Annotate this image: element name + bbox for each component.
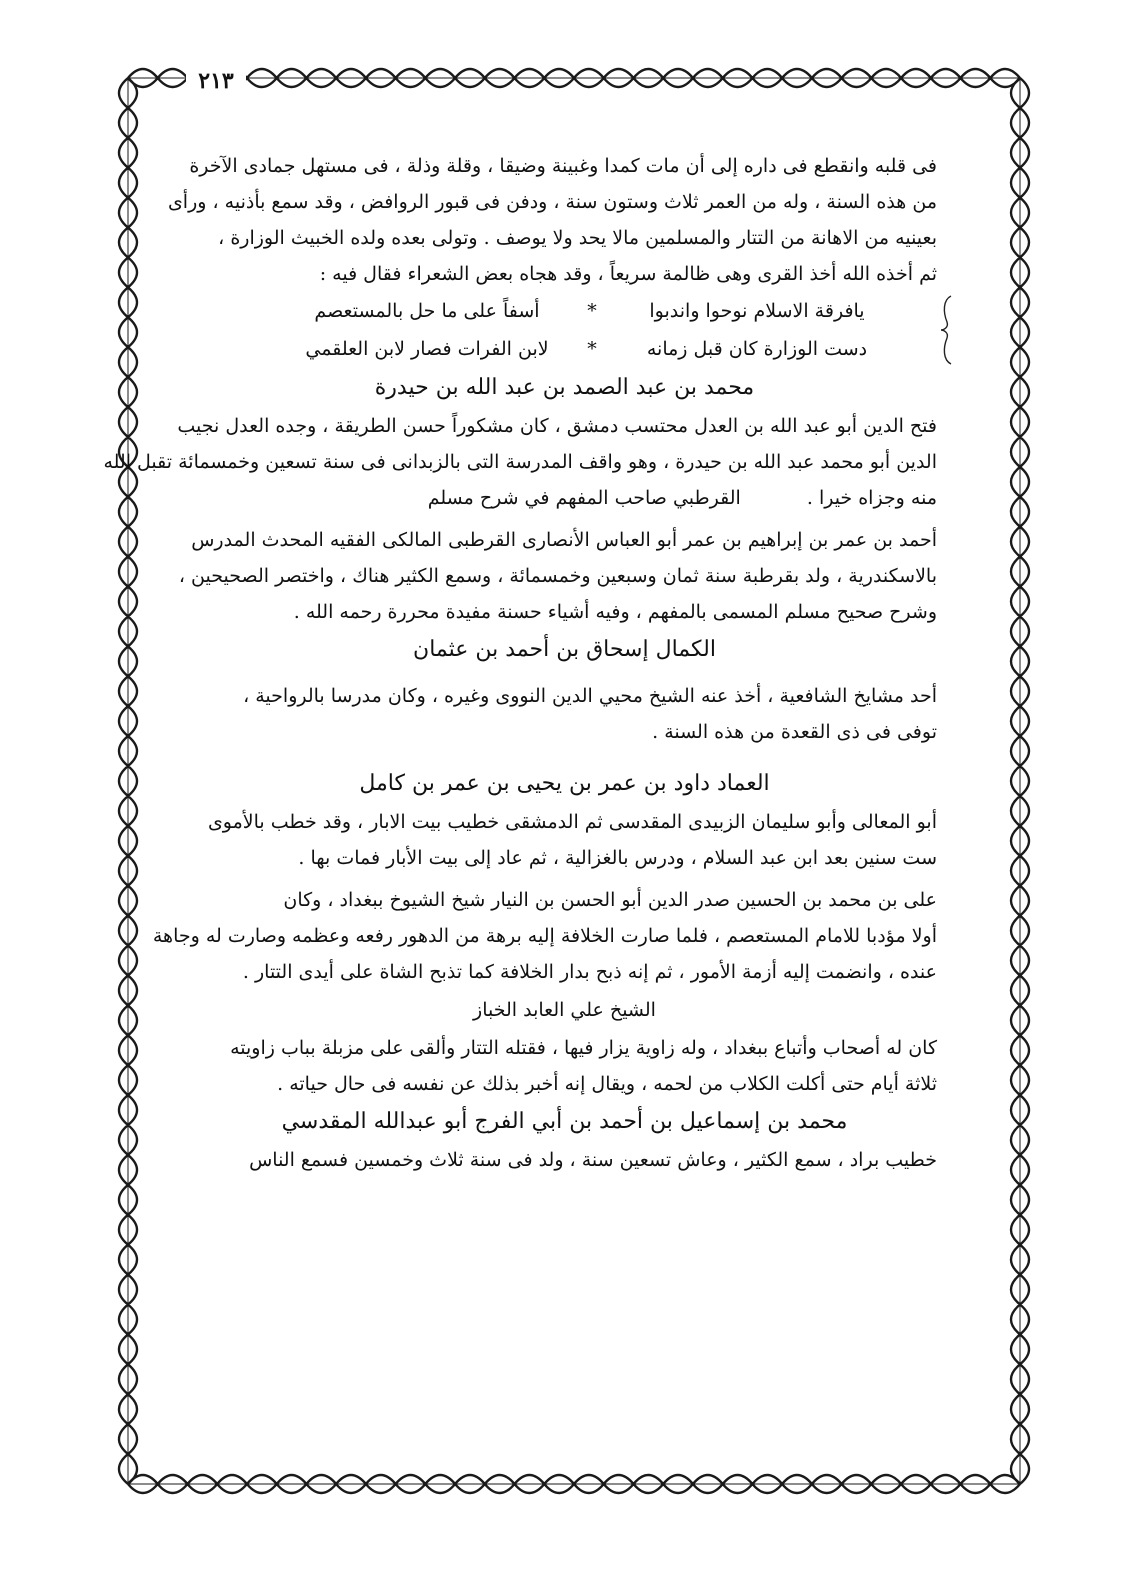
entry-body	[152, 882, 937, 990]
poem-verse	[192, 292, 937, 330]
text-line: خطيب براد ، سمع الكثير ، وعاش تسعين سنة ، ولد فى سنة ثلاث وخمسين فسمع الناس	[249, 1149, 937, 1171]
text-line: عنده ، وانضمت إليه أزمة الأمور ، ثم إنه ذبح بدار الخلافة كما تذبح الشاة على أيدى التتار .	[242, 961, 937, 983]
entry-body	[103, 408, 937, 516]
rope-strand	[119, 78, 128, 1484]
rope-strand	[1020, 78, 1029, 1484]
text-line: أحمد بن عمر بن إبراهيم بن عمر أبو العباس الأنصارى القرطبى المالكى الفقيه المحدث المدرس	[191, 529, 937, 551]
text-line: الدين أبو محمد عبد الله بن حيدرة ، وهو واقف المدرسة التى بالزبدانى فى سنة تسعين وخمسمائة تقبل الله	[103, 451, 937, 473]
text-line: أحد مشايخ الشافعية ، أخذ عنه الشيخ محيي الدين النووى وغيره ، وكان مدرسا بالرواحية ،	[243, 685, 937, 707]
entry-body	[178, 522, 937, 630]
text-fragment: منه وجزاه خيرا .	[806, 487, 937, 509]
rope-strand	[128, 1475, 1020, 1484]
entry-body	[192, 1030, 937, 1102]
verse-separator: *	[587, 338, 597, 360]
text-line: ثلاثة أيام حتى أكلت الكلاب من لحمه ، ويقال إنه أخبر بذلك عن نفسه فى حال حياته .	[277, 1073, 937, 1095]
entry-body	[192, 1142, 937, 1178]
page-content	[103, 148, 937, 1178]
poem-brace	[939, 292, 955, 368]
text-line: وشرح صحيح مسلم المسمى بالمفهم ، وفيه أشياء حسنة مفيدة محررة رحمه الله .	[293, 601, 937, 623]
text-line: توفى فى ذى القعدة من هذه السنة .	[652, 721, 937, 743]
text-line: كان له أصحاب وأتباع ببغداد ، وله زاوية يزار فيها ، فقتله التتار وألقى على مزبلة بباب زاويته	[230, 1037, 937, 1059]
text-line: على بن محمد بن الحسين صدر الدين أبو الحسن بن النيار شيخ الشيوخ ببغداد ، وكان	[283, 889, 937, 911]
rope-strand	[1011, 78, 1020, 1484]
entry-heading: محمد بن عبد الصمد بن عبد الله بن حيدرة	[374, 375, 755, 400]
page-number: ٢١٣	[186, 66, 246, 96]
entry-heading: العماد داود بن عمر بن يحيى بن عمر بن كامل	[359, 771, 770, 796]
text-line: ثم أخذه الله أخذ القرى وهى ظالمة سريعاً ، وقد هجاه بعض الشعراء فقال فيه :	[319, 263, 937, 285]
text-line: فتح الدين أبو عبد الله بن العدل محتسب دمشق ، كان مشكوراً حسن الطريقة ، وجده العدل نجيب	[177, 415, 937, 437]
text-line: بعينيه من الاهانة من التتار والمسلمين مالا يحد ولا يوصف . وتولى بعده ولده الخبيث الوزارة ،	[218, 227, 937, 249]
text-line: بالاسكندرية ، ولد بقرطبة سنة ثمان وسبعين وخمسمائة ، وسمع الكثير هناك ، واختصر الصحيحين ،	[178, 565, 937, 587]
inline-entry-heading: القرطبي صاحب المفهم في شرح مسلم	[427, 487, 741, 509]
verse-separator: *	[587, 300, 597, 322]
entry-heading: الكمال إسحاق بن أحمد بن عثمان	[413, 637, 716, 662]
border-left	[119, 78, 137, 1484]
verse-second-hemistich: أسفاً على ما حل بالمستعصم	[314, 300, 540, 322]
text-line: من هذه السنة ، وله من العمر ثلاث وستون سنة ، ودفن فى قبور الروافض ، وقد سمع بأذنيه ، ورأى	[167, 191, 937, 213]
entry-body	[192, 804, 937, 876]
entry-heading: محمد بن إسماعيل بن أحمد بن أبي الفرج أبو عبدالله المقدسي	[281, 1109, 848, 1134]
border-right	[1011, 78, 1029, 1484]
rope-strand	[128, 78, 137, 1484]
text-line: أبو المعالى وأبو سليمان الزبيدى المقدسى ثم الدمشقى خطيب بيت الابار ، وقد خطب بالأموى	[207, 811, 937, 833]
verse-first-hemistich: دست الوزارة كان قبل زمانه	[646, 338, 868, 360]
text-line	[192, 480, 937, 516]
rope-strand	[128, 69, 1020, 78]
text-line: فى قلبه وانقطع فى داره إلى أن مات كمدا وغبينة وضيقا ، وقلة وذلة ، فى مستهل جمادى الآخرة	[189, 155, 937, 177]
poem	[192, 292, 937, 368]
entry-heading: الشيخ علي العابد الخباز	[473, 999, 656, 1021]
poem-verse	[192, 330, 937, 368]
verse-second-hemistich: لابن الفرات فصار لابن العلقمي	[305, 338, 549, 360]
text-line: ست سنين بعد ابن عبد السلام ، ودرس بالغزالية ، ثم عاد إلى بيت الأبار فمات بها .	[298, 847, 937, 869]
intro-paragraph	[167, 148, 937, 292]
verse-first-hemistich: يافرقة الاسلام نوحوا واندبوا	[649, 300, 865, 322]
text-line: أولا مؤدبا للامام المستعصم ، فلما صارت الخلافة إليه برهة من الدهور رفعه وعظمه وصارت له وجاهة	[152, 925, 937, 947]
border-bottom	[128, 1475, 1020, 1493]
entry-body	[192, 678, 937, 750]
border-top	[128, 69, 1020, 87]
